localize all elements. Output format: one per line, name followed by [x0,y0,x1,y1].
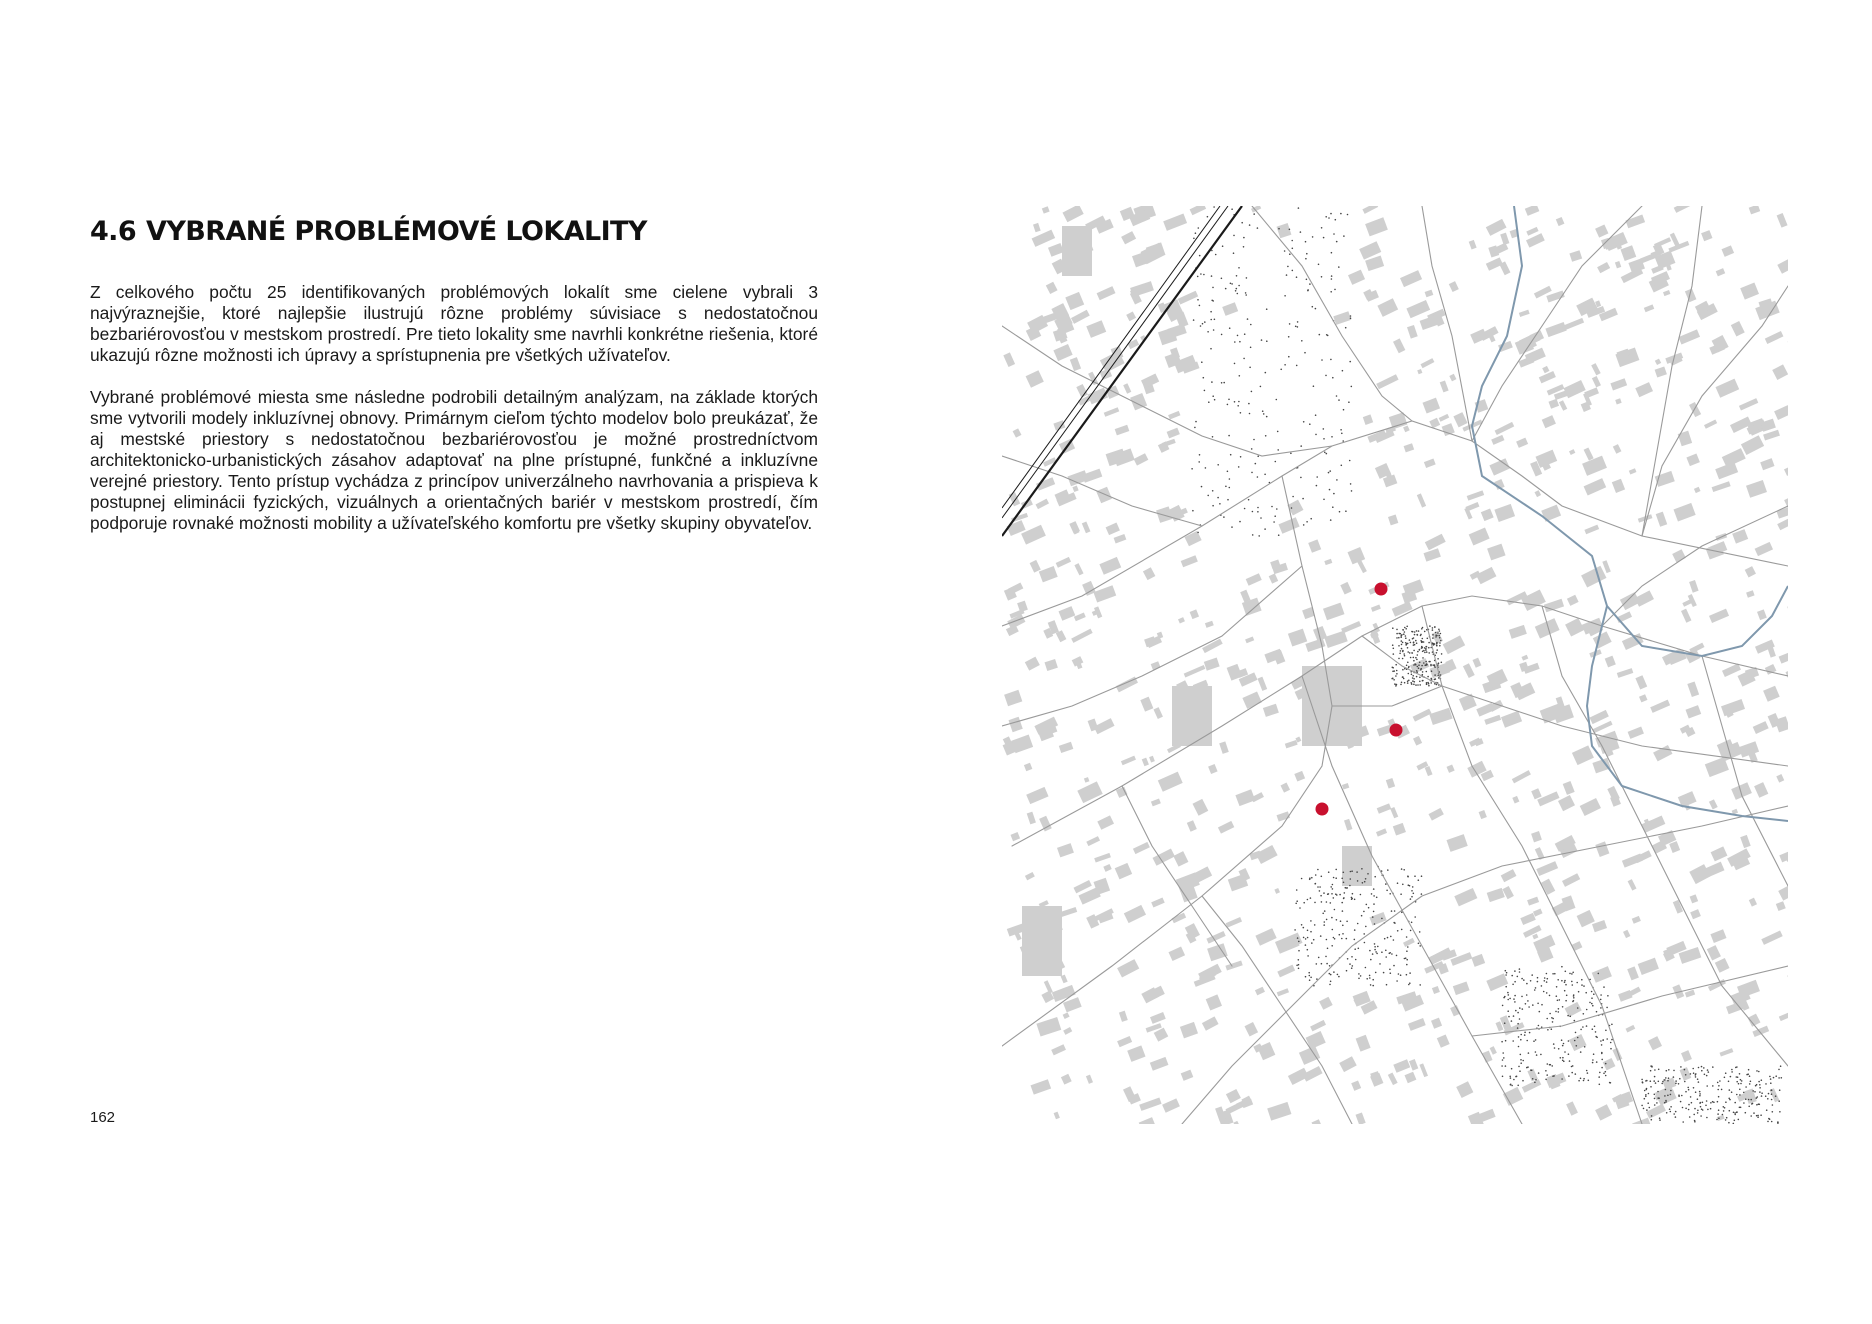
section-heading [90,216,647,247]
city-map [1002,206,1788,1124]
section-title: VYBRANÉ PROBLÉMOVÉ LOKALITY [146,216,647,247]
problem-location-marker [1375,583,1388,596]
city-map-svg [1002,206,1788,1124]
map-trees [1191,206,1782,1124]
paragraph-2: Vybrané problémové miesta sme následne podrobili detailným analýzam, na základe ktorých sme vytvorili modely inkluzívnej obnovy. Primárnym cieľom týchto modelov bolo preukázať, že aj mestské priestory s nedostatočnou bezbariérovosťou je možné prostredníctvom architektonicko-urbanistických zásahov adaptovať na plne prístupné, funkčné a inkluzívne verejné priestory. Tento prístup vychádza z princípov univerzálneho navrhovania a prispieva k postupnej eliminácii fyzických, vizuálnych a orientačných bariér v mestskom prostredí, čím podporuje rovnaké možnosti mobility a užívateľského komfortu pre všetky skupiny obyvateľov. [90,387,818,533]
paragraph-1: Z celkového počtu 25 identifikovaných problémových lokalít sme cielene vybrali 3 najvýraznejšie, ktoré najlepšie ilustrujú rôzne problémy súvisiace s nedostatočnou bezbariérovosťou v mestskom prostredí. Pre tieto lokality sme navrhli konkrétne riešenia, ktoré ukazujú rôzne možnosti ich úpravy a sprístupnenia pre všetkých užívateľov. [90,282,818,365]
map-river [1472,206,1788,821]
problem-location-marker [1316,803,1329,816]
problem-location-marker [1390,724,1403,737]
page-number: 162 [90,1109,116,1126]
body-text [90,282,818,555]
section-number: 4.6 [90,216,137,247]
